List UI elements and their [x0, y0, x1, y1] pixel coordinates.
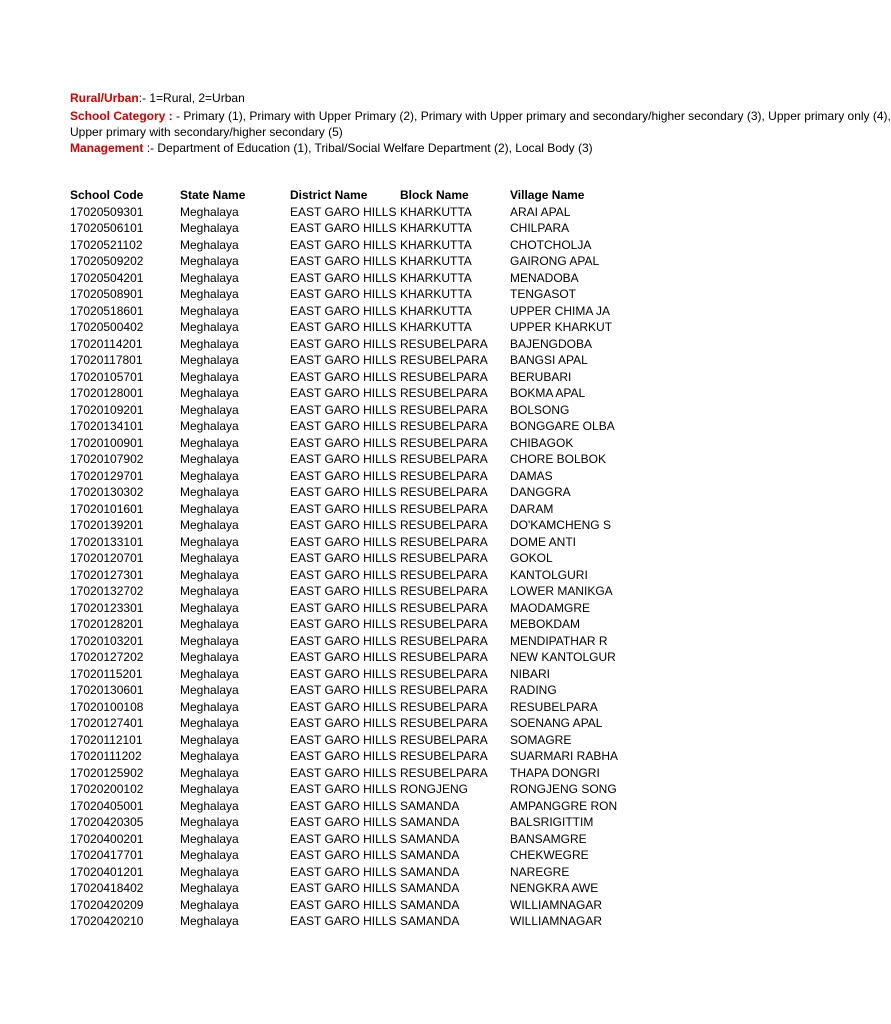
district-name-cell: EAST GARO HILLS [290, 353, 397, 367]
block-name-cell: RESUBELPARA [400, 468, 488, 483]
school-code-cell: 17020509301 [70, 204, 144, 219]
block-name-cell: KHARKUTTA [400, 303, 472, 318]
legend-management [70, 140, 618, 156]
state-name-cell: Meghalaya [180, 765, 239, 780]
state-name-cell: Meghalaya [180, 551, 239, 565]
district-name-cell: EAST GARO HILLS [290, 534, 397, 549]
state-name-cell: Meghalaya [180, 666, 239, 681]
table-row [70, 550, 618, 567]
district-name-cell: EAST GARO HILLS [290, 369, 397, 384]
state-name-cell: Meghalaya [180, 320, 239, 334]
table-row [70, 699, 618, 716]
district-name-cell: EAST GARO HILLS [290, 699, 397, 714]
school-code-cell: 17020508901 [70, 287, 144, 301]
state-name-cell: Meghalaya [180, 798, 239, 813]
school-code-cell: 17020112101 [70, 732, 143, 747]
village-name-cell: NENGKRA AWE [510, 881, 599, 895]
school-code-cell: 17020105701 [70, 369, 144, 384]
district-name-cell: EAST GARO HILLS [290, 287, 397, 301]
state-name-cell: Meghalaya [180, 221, 239, 235]
school-code-cell: 17020101601 [70, 501, 144, 516]
table-row [70, 435, 618, 452]
district-name-cell: EAST GARO HILLS [290, 501, 397, 516]
block-name-cell: RESUBELPARA [400, 551, 488, 565]
block-name-cell: RESUBELPARA [400, 765, 488, 780]
district-name-cell: EAST GARO HILLS [290, 419, 397, 433]
table-header-row [70, 187, 618, 204]
table-row [70, 748, 618, 765]
village-name-cell: WILLIAMNAGAR [510, 914, 603, 928]
district-name-cell: EAST GARO HILLS [290, 254, 397, 268]
village-name-cell: CHIBAGOK [510, 435, 574, 450]
block-name-cell: RESUBELPARA [400, 650, 488, 664]
legend-school-category [70, 108, 891, 124]
village-name-cell: BANGSI APAL [510, 353, 588, 367]
header-district-name: District Name [290, 188, 368, 202]
table-row [70, 418, 618, 435]
block-name-cell: KHARKUTTA [400, 287, 472, 301]
village-name-cell: NAREGRE [510, 864, 570, 879]
district-name-cell: EAST GARO HILLS [290, 914, 397, 928]
state-name-cell: Meghalaya [180, 369, 239, 384]
village-name-cell: MENADOBA [510, 270, 579, 285]
legend-rural-urban [70, 90, 618, 106]
legend-school-category-continued [70, 124, 618, 140]
table-row [70, 732, 618, 749]
district-name-cell: EAST GARO HILLS [290, 237, 397, 252]
table-row [70, 303, 618, 320]
district-name-cell: EAST GARO HILLS [290, 485, 397, 499]
block-name-cell: RESUBELPARA [400, 534, 488, 549]
table-row [70, 880, 618, 897]
district-name-cell: EAST GARO HILLS [290, 815, 397, 829]
header-school-code: School Code [70, 188, 144, 202]
table-row [70, 715, 618, 732]
block-name-cell: SAMANDA [400, 881, 460, 895]
district-name-cell: EAST GARO HILLS [290, 551, 397, 565]
block-name-cell: KHARKUTTA [400, 270, 472, 285]
village-name-cell: SUARMARI RABHA [510, 749, 619, 763]
village-name-cell: SOENANG APAL [510, 716, 603, 730]
village-name-cell: BANSAMGRE [510, 831, 587, 846]
block-name-cell: SAMANDA [400, 798, 460, 813]
village-name-cell: DANGGRA [510, 485, 571, 499]
block-name-cell: RESUBELPARA [400, 419, 488, 433]
school-code-cell: 17020509202 [70, 254, 144, 268]
state-name-cell: Meghalaya [180, 402, 239, 417]
table-row [70, 765, 618, 782]
state-name-cell: Meghalaya [180, 699, 239, 714]
district-name-cell: EAST GARO HILLS [290, 666, 397, 681]
school-code-cell: 17020103201 [70, 633, 144, 648]
table-row [70, 253, 618, 270]
school-code-cell: 17020506101 [70, 221, 144, 235]
school-code-cell: 17020111202 [70, 749, 142, 763]
district-name-cell: EAST GARO HILLS [290, 600, 397, 615]
school-code-cell: 17020500402 [70, 320, 144, 334]
village-name-cell: NIBARI [510, 666, 551, 681]
school-code-cell: 17020114201 [70, 336, 143, 351]
school-code-cell: 17020418402 [70, 881, 144, 895]
district-name-cell: EAST GARO HILLS [290, 848, 397, 862]
state-name-cell: Meghalaya [180, 831, 239, 846]
school-code-cell: 17020128001 [70, 386, 144, 400]
legend-management-text: :- Department of Education (1), Tribal/Social Welfare Department (2), Local Body (3) [143, 141, 593, 155]
state-name-cell: Meghalaya [180, 485, 239, 499]
district-name-cell: EAST GARO HILLS [290, 633, 397, 648]
state-name-cell: Meghalaya [180, 567, 239, 582]
legend-management-label: Management [70, 141, 144, 155]
school-code-cell: 17020129701 [70, 468, 144, 483]
state-name-cell: Meghalaya [180, 864, 239, 879]
block-name-cell: RESUBELPARA [400, 369, 488, 384]
table-row [70, 402, 618, 419]
block-name-cell: RESUBELPARA [400, 386, 488, 400]
school-code-cell: 17020420210 [70, 914, 144, 928]
block-name-cell: SAMANDA [400, 897, 460, 912]
state-name-cell: Meghalaya [180, 254, 239, 268]
state-name-cell: Meghalaya [180, 419, 239, 433]
district-name-cell: EAST GARO HILLS [290, 732, 397, 747]
village-name-cell: THAPA DONGRI [510, 765, 600, 780]
school-code-cell: 17020120701 [70, 551, 144, 565]
state-name-cell: Meghalaya [180, 584, 239, 598]
village-name-cell: CHEKWEGRE [510, 848, 589, 862]
village-name-cell: UPPER KHARKUT [510, 320, 613, 334]
district-name-cell: EAST GARO HILLS [290, 650, 397, 664]
school-code-cell: 17020133101 [70, 534, 144, 549]
table-row [70, 831, 618, 848]
state-name-cell: Meghalaya [180, 848, 239, 862]
state-name-cell: Meghalaya [180, 716, 239, 730]
block-name-cell: RESUBELPARA [400, 683, 488, 697]
school-code-cell: 17020521102 [70, 237, 143, 252]
school-code-cell: 17020420305 [70, 815, 144, 829]
school-code-cell: 17020100901 [70, 435, 144, 450]
table-row [70, 814, 618, 831]
block-name-cell: RESUBELPARA [400, 732, 488, 747]
state-name-cell: Meghalaya [180, 617, 239, 631]
school-code-cell: 17020420209 [70, 897, 144, 912]
state-name-cell: Meghalaya [180, 732, 239, 747]
block-name-cell: RESUBELPARA [400, 518, 488, 532]
table-row [70, 616, 618, 633]
block-name-cell: SAMANDA [400, 914, 460, 928]
header-village-name: Village Name [510, 188, 585, 202]
block-name-cell: RESUBELPARA [400, 666, 488, 681]
block-name-cell: RESUBELPARA [400, 633, 488, 648]
block-name-cell: SAMANDA [400, 831, 460, 846]
state-name-cell: Meghalaya [180, 534, 239, 549]
school-code-cell: 17020405001 [70, 798, 144, 813]
block-name-cell: KHARKUTTA [400, 237, 472, 252]
header-state-name: State Name [180, 188, 246, 202]
school-code-cell: 17020107902 [70, 452, 144, 466]
block-name-cell: KHARKUTTA [400, 320, 472, 334]
state-name-cell: Meghalaya [180, 881, 239, 895]
table-row [70, 897, 618, 914]
village-name-cell: DARAM [510, 501, 554, 516]
block-name-cell: RESUBELPARA [400, 353, 488, 367]
state-name-cell: Meghalaya [180, 237, 239, 252]
school-code-cell: 17020127401 [70, 716, 144, 730]
block-name-cell: RESUBELPARA [400, 402, 488, 417]
district-name-cell: EAST GARO HILLS [290, 716, 397, 730]
village-name-cell: CHILPARA [510, 221, 570, 235]
table-row [70, 336, 618, 353]
block-name-cell: SAMANDA [400, 864, 460, 879]
village-name-cell: DO'KAMCHENG S [510, 518, 611, 532]
school-code-cell: 17020132702 [70, 584, 144, 598]
village-name-cell: BOKMA APAL [510, 386, 586, 400]
village-name-cell: GOKOL [510, 551, 553, 565]
district-name-cell: EAST GARO HILLS [290, 798, 397, 813]
village-name-cell: BAJENGDOBA [510, 336, 593, 351]
table-row [70, 352, 618, 369]
school-code-cell: 17020134101 [70, 419, 144, 433]
state-name-cell: Meghalaya [180, 452, 239, 466]
block-name-cell: KHARKUTTA [400, 221, 472, 235]
block-name-cell: RESUBELPARA [400, 600, 488, 615]
school-code-cell: 17020130601 [70, 683, 144, 697]
school-code-cell: 17020139201 [70, 518, 144, 532]
legend-rural-urban-text: :- 1=Rural, 2=Urban [138, 91, 245, 105]
state-name-cell: Meghalaya [180, 518, 239, 532]
table-row [70, 633, 618, 650]
state-name-cell: Meghalaya [180, 303, 239, 318]
district-name-cell: EAST GARO HILLS [290, 518, 397, 532]
village-name-cell: RONGJENG SONG [510, 782, 617, 796]
block-name-cell: RESUBELPARA [400, 501, 488, 516]
district-name-cell: EAST GARO HILLS [290, 765, 397, 780]
district-name-cell: EAST GARO HILLS [290, 782, 397, 796]
state-name-cell: Meghalaya [180, 287, 239, 301]
village-name-cell: BONGGARE OLBA [510, 419, 615, 433]
block-name-cell: RESUBELPARA [400, 336, 488, 351]
village-name-cell: ARAI APAL [510, 204, 571, 219]
state-name-cell: Meghalaya [180, 683, 239, 697]
state-name-cell: Meghalaya [180, 914, 239, 928]
block-name-cell: RONGJENG [400, 782, 469, 796]
table-row [70, 517, 618, 534]
district-name-cell: EAST GARO HILLS [290, 402, 397, 417]
district-name-cell: EAST GARO HILLS [290, 270, 397, 285]
school-code-cell: 17020123301 [70, 600, 144, 615]
district-name-cell: EAST GARO HILLS [290, 468, 397, 483]
district-name-cell: EAST GARO HILLS [290, 386, 397, 400]
legend-school-category-text-2: Upper primary with secondary/higher secondary (5) [70, 125, 343, 139]
table-row [70, 864, 618, 881]
table-row [70, 270, 618, 287]
district-name-cell: EAST GARO HILLS [290, 452, 397, 466]
legend-school-category-label: School Category : [70, 109, 173, 123]
table-row [70, 484, 618, 501]
block-name-cell: SAMANDA [400, 848, 460, 862]
village-name-cell: RESUBELPARA [510, 699, 598, 714]
school-code-cell: 17020417701 [70, 848, 144, 862]
school-code-cell: 17020127301 [70, 567, 144, 582]
school-code-cell: 17020401201 [70, 864, 144, 879]
village-name-cell: LOWER MANIKGA [510, 584, 613, 598]
table-row [70, 781, 618, 798]
district-name-cell: EAST GARO HILLS [290, 204, 397, 219]
school-code-cell: 17020115201 [70, 666, 143, 681]
block-name-cell: SAMANDA [400, 815, 460, 829]
block-name-cell: KHARKUTTA [400, 204, 472, 219]
village-name-cell: GAIRONG APAL [510, 254, 600, 268]
district-name-cell: EAST GARO HILLS [290, 303, 397, 318]
district-name-cell: EAST GARO HILLS [290, 320, 397, 334]
school-table [70, 187, 618, 930]
village-name-cell: NEW KANTOLGUR [510, 650, 616, 664]
village-name-cell: SOMAGRE [510, 732, 572, 747]
district-name-cell: EAST GARO HILLS [290, 584, 397, 598]
table-row [70, 567, 618, 584]
village-name-cell: DAMAS [510, 468, 553, 483]
village-name-cell: AMPANGGRE RON [510, 798, 618, 813]
block-name-cell: RESUBELPARA [400, 749, 488, 763]
district-name-cell: EAST GARO HILLS [290, 683, 397, 697]
table-row [70, 468, 618, 485]
table-row [70, 319, 618, 336]
table-row [70, 451, 618, 468]
school-code-cell: 17020518601 [70, 303, 144, 318]
school-code-cell: 17020504201 [70, 270, 144, 285]
block-name-cell: RESUBELPARA [400, 567, 488, 582]
village-name-cell: BALSRIGITTIM [510, 815, 594, 829]
state-name-cell: Meghalaya [180, 386, 239, 400]
block-name-cell: KHARKUTTA [400, 254, 472, 268]
district-name-cell: EAST GARO HILLS [290, 897, 397, 912]
state-name-cell: Meghalaya [180, 353, 239, 367]
village-name-cell: MAODAMGRE [510, 600, 591, 615]
district-name-cell: EAST GARO HILLS [290, 881, 397, 895]
school-code-cell: 17020100108 [70, 699, 144, 714]
state-name-cell: Meghalaya [180, 204, 239, 219]
table-row [70, 501, 618, 518]
state-name-cell: Meghalaya [180, 815, 239, 829]
table-row [70, 666, 618, 683]
table-row [70, 204, 618, 221]
table-row [70, 798, 618, 815]
village-name-cell: TENGASOT [510, 287, 577, 301]
village-name-cell: MEBOKDAM [510, 617, 581, 631]
state-name-cell: Meghalaya [180, 749, 239, 763]
village-name-cell: UPPER CHIMA JA [510, 303, 611, 318]
block-name-cell: RESUBELPARA [400, 435, 488, 450]
state-name-cell: Meghalaya [180, 897, 239, 912]
village-name-cell: MENDIPATHAR R [510, 633, 608, 648]
village-name-cell: CHOTCHOLJA [510, 237, 592, 252]
table-row [70, 385, 618, 402]
school-code-cell: 17020125902 [70, 765, 144, 780]
block-name-cell: RESUBELPARA [400, 584, 488, 598]
village-name-cell: KANTOLGURI [510, 567, 588, 582]
district-name-cell: EAST GARO HILLS [290, 617, 397, 631]
legend-rural-urban-label: Rural/Urban [70, 91, 139, 105]
state-name-cell: Meghalaya [180, 468, 239, 483]
table-row [70, 847, 618, 864]
block-name-cell: RESUBELPARA [400, 452, 488, 466]
state-name-cell: Meghalaya [180, 600, 239, 615]
school-code-cell: 17020400201 [70, 831, 144, 846]
district-name-cell: EAST GARO HILLS [290, 221, 397, 235]
state-name-cell: Meghalaya [180, 782, 239, 796]
table-row [70, 583, 618, 600]
village-name-cell: BOLSONG [510, 402, 570, 417]
table-row [70, 682, 618, 699]
district-name-cell: EAST GARO HILLS [290, 831, 397, 846]
school-code-cell: 17020128201 [70, 617, 144, 631]
block-name-cell: RESUBELPARA [400, 716, 488, 730]
table-row [70, 369, 618, 386]
district-name-cell: EAST GARO HILLS [290, 435, 397, 450]
district-name-cell: EAST GARO HILLS [290, 749, 397, 763]
district-name-cell: EAST GARO HILLS [290, 336, 397, 351]
village-name-cell: RADING [510, 683, 557, 697]
state-name-cell: Meghalaya [180, 435, 239, 450]
table-row [70, 534, 618, 551]
table-row [70, 237, 618, 254]
state-name-cell: Meghalaya [180, 336, 239, 351]
table-row [70, 600, 618, 617]
village-name-cell: DOME ANTI [510, 534, 577, 549]
table-row [70, 913, 618, 930]
state-name-cell: Meghalaya [180, 633, 239, 648]
table-row [70, 286, 618, 303]
header-block-name: Block Name [400, 188, 469, 202]
village-name-cell: BERUBARI [510, 369, 572, 384]
village-name-cell: WILLIAMNAGAR [510, 897, 603, 912]
block-name-cell: RESUBELPARA [400, 617, 488, 631]
school-code-cell: 17020117801 [70, 353, 143, 367]
school-code-cell: 17020109201 [70, 402, 144, 417]
table-row [70, 220, 618, 237]
school-code-cell: 17020127202 [70, 650, 144, 664]
table-row [70, 649, 618, 666]
state-name-cell: Meghalaya [180, 501, 239, 516]
district-name-cell: EAST GARO HILLS [290, 567, 397, 582]
block-name-cell: RESUBELPARA [400, 699, 488, 714]
village-name-cell: CHORE BOLBOK [510, 452, 607, 466]
district-name-cell: EAST GARO HILLS [290, 864, 397, 879]
block-name-cell: RESUBELPARA [400, 485, 488, 499]
state-name-cell: Meghalaya [180, 650, 239, 664]
school-code-cell: 17020130302 [70, 485, 144, 499]
state-name-cell: Meghalaya [180, 270, 239, 285]
legend-school-category-text: - Primary (1), Primary with Upper Primary (2), Primary with Upper primary and secondary/higher secondary (3), Upper primary only (4), [172, 109, 891, 123]
school-code-cell: 17020200102 [70, 782, 144, 796]
